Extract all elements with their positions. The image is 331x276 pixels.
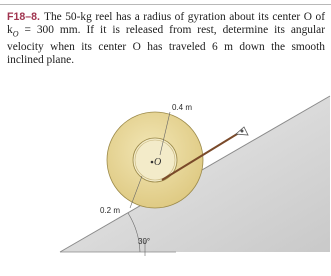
center-point: [151, 161, 154, 164]
center-label: O: [154, 157, 162, 168]
problem-line-1: The 50-kg reel has a radius of gyration about its: [43, 11, 269, 23]
problem-line-4: 6 m down the smooth inclined plane.: [7, 40, 325, 67]
problem-line-2: center O of $k_O = 300$ mm. If it is released from rest,: [7, 11, 325, 39]
outer-radius-label: 0.4 m: [172, 103, 193, 112]
cord-anchor: [236, 127, 248, 135]
problem-number: F18–8.: [7, 11, 40, 23]
subscript-o: O: [12, 29, 19, 39]
problem-line-3: determine its angular velocity when its center O has traveled: [7, 24, 326, 53]
angle-label: 30°: [138, 237, 151, 246]
inner-radius-label: 0.2 m: [100, 206, 121, 215]
